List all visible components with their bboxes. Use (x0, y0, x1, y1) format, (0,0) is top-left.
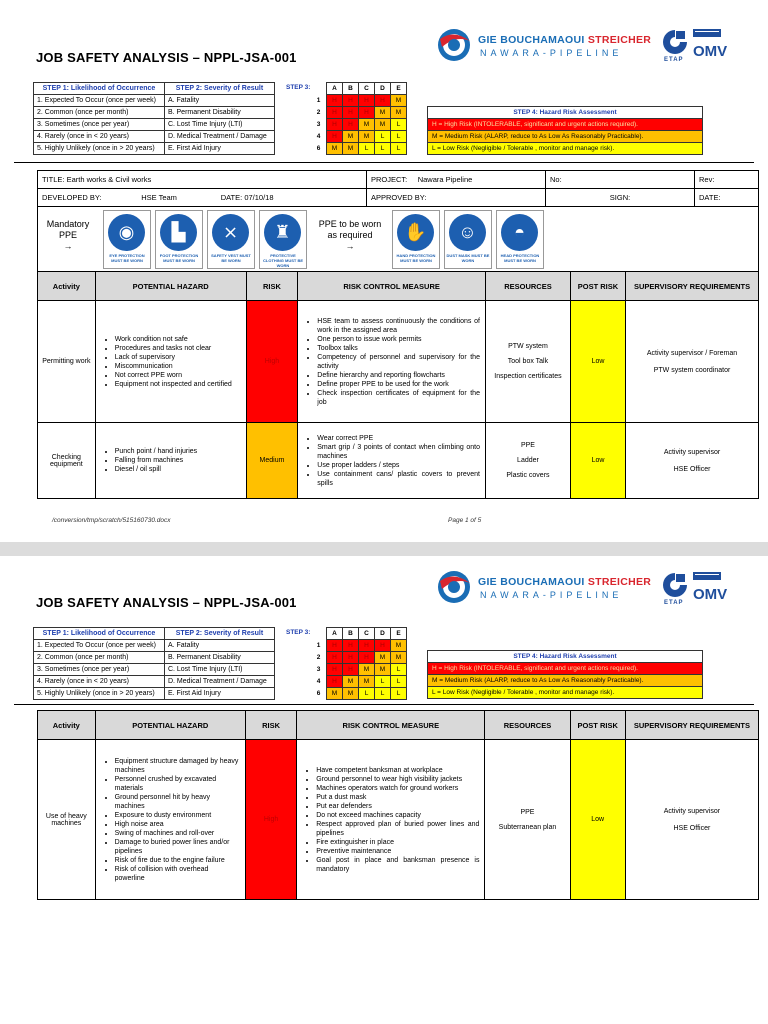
jsa-table-page2 (37, 710, 759, 900)
resource-item: Tool box Talk (507, 358, 549, 365)
etap-omv-logo (660, 27, 728, 65)
matrix-row-label: 4 (316, 133, 321, 140)
ppe-as-required-label: PPE to be worn as required (318, 219, 382, 240)
control-item: • Use containment cans/ plastic covers to prevent spills (317, 470, 480, 488)
date2-cell: DATE: (695, 189, 759, 207)
supervisory-item: HSE Officer (673, 465, 711, 473)
hazard-item: • Ground personnel hit by heavy machines (115, 793, 240, 811)
hazard-item: • Diesel / oil spill (115, 465, 241, 474)
mandatory-ppe-label: Mandatory PPE (46, 219, 90, 240)
developed-cell: DEVELOPED BY: HSE Team DATE: 07/10/18 (38, 189, 367, 207)
supervisory-item: Activity supervisor / Foreman (646, 349, 738, 357)
control-item: • Have competent banksman at workplace (316, 766, 479, 775)
gbs-swirl-icon (434, 569, 476, 605)
supervisory-item: Activity supervisor (663, 448, 721, 456)
step1-header: STEP 1: Likelihood of Occurrence (34, 628, 165, 640)
matrix-cell: H (327, 95, 343, 107)
omv-text: OMV (693, 43, 728, 60)
matrix-row-label: 2 (316, 109, 321, 116)
matrix-cell: M (343, 688, 359, 700)
ppe-caption: HEAD PROTECTION MUST BE WORN (500, 253, 540, 263)
control-item: • Define proper PPE to be used for the work (317, 380, 480, 389)
table-row (38, 423, 759, 499)
likelihood-4: 4. Rarely (once in < 20 years) (34, 676, 165, 688)
control-item: • One person to issue work permits (317, 335, 480, 344)
severity-e: E. First Aid Injury (164, 688, 274, 700)
omv-mark-icon (693, 572, 721, 582)
activity-cell: Use of heavy machines (38, 740, 96, 900)
gbs-logo (434, 27, 652, 63)
matrix-cell: H (359, 652, 375, 664)
header-post-risk: POST RISK (570, 711, 625, 740)
control-item: • Competency of personnel and supervisory for the activity (317, 353, 480, 371)
control-cell (297, 740, 485, 900)
table-header-row (38, 272, 759, 301)
ppe-sign (392, 210, 440, 269)
matrix-cell: H (327, 119, 343, 131)
ppe-caption: EYE PROTECTION MUST BE WORN (109, 253, 145, 263)
control-item: • Put a dust mask (316, 793, 479, 802)
control-item: • Use proper ladders / steps (317, 461, 480, 470)
matrix-col-d: D (375, 628, 391, 640)
table-row (38, 301, 759, 423)
matrix-cell: L (391, 676, 407, 688)
matrix-cell: M (375, 119, 391, 131)
hazard-item: • Personnel crushed by excavated materials (115, 775, 240, 793)
matrix-col-e: E (391, 83, 407, 95)
matrix-cell: H (359, 107, 375, 119)
jsa-table-page1 (37, 271, 759, 499)
matrix-cell: H (327, 107, 343, 119)
matrix-row-label: 1 (316, 642, 321, 649)
hazard-item: • Equipment not inspected and certified (115, 380, 241, 389)
matrix-col-b: B (343, 628, 359, 640)
matrix-cell: M (327, 143, 343, 155)
matrix-cell: M (343, 131, 359, 143)
header-control: RISK CONTROL MEASURE (298, 272, 486, 301)
resource-item: Ladder (517, 457, 539, 464)
step2-header: STEP 2: Severity of Result (164, 83, 274, 95)
ppe-caption: FOOT PROTECTION MUST BE WORN (159, 253, 199, 263)
arrow-right-icon: → (63, 241, 73, 251)
step2-header: STEP 2: Severity of Result (164, 628, 274, 640)
step1-header: STEP 1: Likelihood of Occurrence (34, 83, 165, 95)
header-resources: RESOURCES (485, 711, 570, 740)
document-title: JOB SAFETY ANALYSIS – NPPL-JSA-001 (36, 50, 297, 65)
matrix-cell: M (375, 107, 391, 119)
resource-item: Plastic covers (506, 472, 550, 479)
matrix-row-label: 2 (316, 654, 321, 661)
matrix-col-e: E (391, 628, 407, 640)
legend-low: L = Low Risk (Negligible / Tolerable , monitor and manage risk). (428, 143, 703, 155)
matrix-col-c: C (359, 628, 375, 640)
activity-cell: Permitting work (38, 301, 96, 423)
likelihood-2: 2. Common (once per month) (34, 652, 165, 664)
resource-item: PPE (520, 442, 535, 449)
rev-cell: Rev: (695, 171, 759, 189)
matrix-cell: H (343, 664, 359, 676)
control-item: • Machines operators watch for ground workers (316, 784, 479, 793)
legend-low: L = Low Risk (Negligible / Tolerable , monitor and manage risk). (428, 687, 703, 699)
ppe-sign (103, 210, 151, 269)
hazard-item: • High noise area (115, 820, 240, 829)
matrix-col-a: A (327, 83, 343, 95)
matrix-cell: M (391, 107, 407, 119)
legend-medium: M = Medium Risk (ALARP, reduce to As Low As Reasonably Practicable). (428, 675, 703, 687)
foot-protection-icon: ▙ (160, 214, 197, 251)
legend-medium: M = Medium Risk (ALARP, reduce to As Low As Reasonably Practicable). (428, 131, 703, 143)
gbs-subtitle: NAWARA-PIPELINE (480, 590, 623, 600)
header-risk: RISK (246, 272, 298, 301)
activity-cell: Checking equipment (38, 423, 96, 499)
resource-item: PTW system (508, 343, 548, 350)
header-supervisory: SUPERVISORY REQUIREMENTS (626, 272, 759, 301)
matrix-cell: H (375, 640, 391, 652)
no-cell: No: (546, 171, 695, 189)
severity-d: D. Medical Treatment / Damage (164, 131, 274, 143)
matrix-cell: M (359, 131, 375, 143)
approved-cell: APPROVED BY: (367, 189, 546, 207)
hazard-item: • Risk of collision with overhead powerline (115, 865, 240, 883)
matrix-cell: H (343, 95, 359, 107)
footer-page: Page 1 of 5 (448, 517, 482, 524)
matrix-cell: M (391, 95, 407, 107)
omv-mark-icon (693, 29, 721, 39)
matrix-cell: H (327, 652, 343, 664)
step3-label: STEP 3: (286, 629, 311, 636)
hazard-item: • Risk of fire due to the engine failure (115, 856, 240, 865)
likelihood-1: 1. Expected To Occur (once per week) (34, 95, 165, 107)
likelihood-2: 2. Common (once per month) (34, 107, 165, 119)
control-item: • Toolbox talks (317, 344, 480, 353)
footer-path: /conversion/tmp/scratch/515160730.docx (52, 517, 171, 524)
matrix-row-label: 3 (316, 121, 321, 128)
likelihood-severity-table (33, 627, 275, 700)
supervisory-item: PTW system coordinator (653, 366, 731, 374)
likelihood-5: 5. Highly Unlikely (once in > 20 years) (34, 688, 165, 700)
table-row (38, 740, 759, 900)
control-item: • Define hierarchy and reporting flowcharts (317, 371, 480, 380)
ppe-caption: SAFETY VEST MUST BE WORN (211, 253, 251, 263)
gbs-swirl-icon (434, 27, 476, 63)
protective-clothing-icon: ♜ (264, 214, 301, 251)
matrix-cell: H (327, 664, 343, 676)
supervisory-item: Activity supervisor (663, 807, 721, 815)
hazard-item: • Work condition not safe (115, 335, 241, 344)
safety-vest-icon: ⨯ (212, 214, 249, 251)
legend-title: STEP 4: Hazard Risk Assessment (428, 651, 703, 663)
header-post-risk: POST RISK (570, 272, 625, 301)
matrix-cell: L (391, 688, 407, 700)
matrix-cell: H (327, 676, 343, 688)
hazard-item: • Damage to buried power lines and/or pipelines (115, 838, 240, 856)
control-item: • Respect approved plan of buried power lines and pipelines (316, 820, 479, 838)
ppe-sign (207, 210, 255, 269)
control-item: • Smart grip / 3 points of contact when climbing onto machines (317, 443, 480, 461)
matrix-cell: L (375, 688, 391, 700)
gbs-logo (434, 569, 652, 605)
matrix-cell: H (359, 640, 375, 652)
title-cell: TITLE: Earth works & Civil works (38, 171, 367, 189)
title-value: Earth works & Civil works (66, 175, 152, 184)
hazard-item: • Lack of supervisory (115, 353, 241, 362)
hazard-item: • Procedures and tasks not clear (115, 344, 241, 353)
ppe-section (37, 207, 759, 271)
supervisory-item: HSE Officer (673, 824, 711, 832)
matrix-row-label: 6 (316, 690, 321, 697)
risk-legend (427, 650, 703, 699)
header-resources: RESOURCES (485, 272, 570, 301)
gbs-name-a: GIE BOUCHAMAOUI (478, 34, 588, 46)
risk-cell: Medium (246, 423, 298, 499)
severity-c: C. Lost Time Injury (LTI) (164, 664, 274, 676)
gbs-name-b: STREICHER (587, 576, 652, 588)
severity-e: E. First Aid Injury (164, 143, 274, 155)
control-item: • Put ear defenders (316, 802, 479, 811)
hazard-item: • Falling from machines (115, 456, 241, 465)
head-protection-icon: ◓ (501, 214, 538, 251)
resources-cell (485, 423, 570, 499)
matrix-row-label: 4 (316, 678, 321, 685)
ppe-caption: HAND PROTECTION MUST BE WORN (396, 253, 436, 263)
matrix-col-d: D (375, 83, 391, 95)
severity-a: A. Fatality (164, 95, 274, 107)
matrix-cell: H (327, 640, 343, 652)
resource-item: Inspection certificates (494, 373, 562, 380)
hazard-item: • Swing of machines and roll-over (115, 829, 240, 838)
matrix-cell: H (343, 107, 359, 119)
matrix-cell: L (359, 688, 375, 700)
header-supervisory: SUPERVISORY REQUIREMENTS (625, 711, 758, 740)
step3-label: STEP 3: (286, 84, 311, 91)
hazard-cell (95, 301, 246, 423)
sign-cell: SIGN: (546, 189, 695, 207)
matrix-cell: L (391, 119, 407, 131)
gbs-name-b: STREICHER (587, 34, 652, 46)
matrix-cell: H (327, 131, 343, 143)
matrix-cell: M (327, 688, 343, 700)
matrix-cell: L (375, 131, 391, 143)
eye-protection-icon: ◉ (108, 214, 145, 251)
resource-item: Subterranean plan (498, 823, 557, 831)
control-item: • HSE team to assess continuously the conditions of work in the assigned area (317, 317, 480, 335)
hazard-cell (95, 423, 246, 499)
matrix-row-label: 6 (316, 145, 321, 152)
control-cell (298, 301, 486, 423)
matrix-cell: H (343, 640, 359, 652)
control-item: • Fire extinguisher in place (316, 838, 479, 847)
header-control: RISK CONTROL MEASURE (297, 711, 485, 740)
matrix-cell: L (359, 143, 375, 155)
ppe-sign (496, 210, 544, 269)
risk-cell: High (245, 740, 296, 900)
control-item: • Check inspection certificates of equipment for the job (317, 389, 480, 407)
likelihood-severity-table (33, 82, 275, 155)
table-header-row (38, 711, 759, 740)
post-risk-cell: Low (570, 423, 625, 499)
control-item: • Ground personnel to wear high visibility jackets (316, 775, 479, 784)
ppe-sign (259, 210, 307, 269)
project-cell: PROJECT: Nawara Pipeline (367, 171, 546, 189)
matrix-cell: M (359, 676, 375, 688)
control-cell (298, 423, 486, 499)
document-title: JOB SAFETY ANALYSIS – NPPL-JSA-001 (36, 595, 297, 610)
etap-text: ETAP (664, 57, 684, 63)
page-2 (0, 556, 768, 1024)
matrix-cell: M (391, 640, 407, 652)
matrix-cell: M (359, 664, 375, 676)
resources-cell (485, 301, 570, 423)
matrix-row-label: 1 (316, 97, 321, 104)
matrix-cell: M (343, 143, 359, 155)
likelihood-4: 4. Rarely (once in < 20 years) (34, 131, 165, 143)
matrix-col-b: B (343, 83, 359, 95)
severity-c: C. Lost Time Injury (LTI) (164, 119, 274, 131)
matrix-cell: M (343, 676, 359, 688)
matrix-cell: H (359, 95, 375, 107)
likelihood-3: 3. Sometimes (once per year) (34, 119, 165, 131)
severity-b: B. Permanent Disability (164, 652, 274, 664)
hazard-item: • Exposure to dusty environment (115, 811, 240, 820)
section-divider (14, 704, 754, 705)
header-activity: Activity (38, 711, 96, 740)
etap-icon (660, 27, 690, 57)
etap-omv-logo (660, 570, 728, 608)
post-risk-cell: Low (570, 301, 625, 423)
risk-matrix (311, 627, 407, 700)
ppe-sign (155, 210, 203, 269)
matrix-cell: M (359, 119, 375, 131)
control-item: • Goal post in place and banksman presence is mandatory (316, 856, 479, 874)
severity-b: B. Permanent Disability (164, 107, 274, 119)
hazard-item: • Not correct PPE worn (115, 371, 241, 380)
risk-matrix (311, 82, 407, 155)
arrow-right-icon: → (345, 241, 355, 251)
matrix-cell: L (391, 143, 407, 155)
omv-text: OMV (693, 586, 728, 603)
supervisory-cell (625, 740, 758, 900)
matrix-cell: H (375, 95, 391, 107)
date-value: 07/10/18 (244, 193, 274, 202)
matrix-cell: L (391, 131, 407, 143)
header-risk: RISK (245, 711, 296, 740)
risk-cell: High (246, 301, 298, 423)
post-risk-cell: Low (570, 740, 625, 900)
etap-text: ETAP (664, 600, 684, 606)
matrix-cell: L (391, 664, 407, 676)
dust-mask-icon: ☺ (449, 214, 486, 251)
severity-a: A. Fatality (164, 640, 274, 652)
control-item: • Preventive maintenance (316, 847, 479, 856)
likelihood-3: 3. Sometimes (once per year) (34, 664, 165, 676)
hazard-item: • Miscommunication (115, 362, 241, 371)
etap-icon (660, 570, 690, 600)
legend-title: STEP 4: Hazard Risk Assessment (428, 107, 703, 119)
matrix-cell: H (343, 119, 359, 131)
developed-value: HSE Team (141, 193, 177, 202)
hazard-item: • Punch point / hand injuries (115, 447, 241, 456)
control-item: • Do not exceed machines capacity (316, 811, 479, 820)
ppe-sign (444, 210, 492, 269)
resource-item: PPE (520, 808, 535, 816)
supervisory-cell (626, 423, 759, 499)
section-divider (14, 162, 754, 163)
resources-cell (485, 740, 570, 900)
header-hazard: POTENTIAL HAZARD (95, 711, 245, 740)
legend-high: H = High Risk (INTOLERABLE, significant and urgent actions required). (428, 119, 703, 131)
matrix-cell: L (375, 143, 391, 155)
info-table (37, 170, 759, 207)
hazard-cell (95, 740, 245, 900)
project-value: Nawara Pipeline (417, 175, 473, 184)
gbs-name-a: GIE BOUCHAMAOUI (478, 576, 588, 588)
hazard-item: • Equipment structure damaged by heavy machines (115, 757, 240, 775)
severity-d: D. Medical Treatment / Damage (164, 676, 274, 688)
matrix-cell: M (375, 652, 391, 664)
supervisory-cell (626, 301, 759, 423)
matrix-col-c: C (359, 83, 375, 95)
matrix-cell: L (375, 676, 391, 688)
risk-legend (427, 106, 703, 155)
hand-protection-icon: ✋ (397, 214, 434, 251)
matrix-cell: M (375, 664, 391, 676)
legend-high: H = High Risk (INTOLERABLE, significant and urgent actions required). (428, 663, 703, 675)
control-item: • Wear correct PPE (317, 434, 480, 443)
gbs-subtitle: NAWARA-PIPELINE (480, 48, 623, 58)
likelihood-1: 1. Expected To Occur (once per week) (34, 640, 165, 652)
header-activity: Activity (38, 272, 96, 301)
matrix-col-a: A (327, 628, 343, 640)
matrix-cell: H (343, 652, 359, 664)
matrix-row-label: 3 (316, 666, 321, 673)
matrix-cell: M (391, 652, 407, 664)
header-hazard: POTENTIAL HAZARD (95, 272, 246, 301)
ppe-caption: PROTECTIVE CLOTHING MUST BE WORN (263, 253, 303, 268)
ppe-caption: DUST MASK MUST BE WORN (446, 253, 490, 263)
likelihood-5: 5. Highly Unlikely (once in > 20 years) (34, 143, 165, 155)
